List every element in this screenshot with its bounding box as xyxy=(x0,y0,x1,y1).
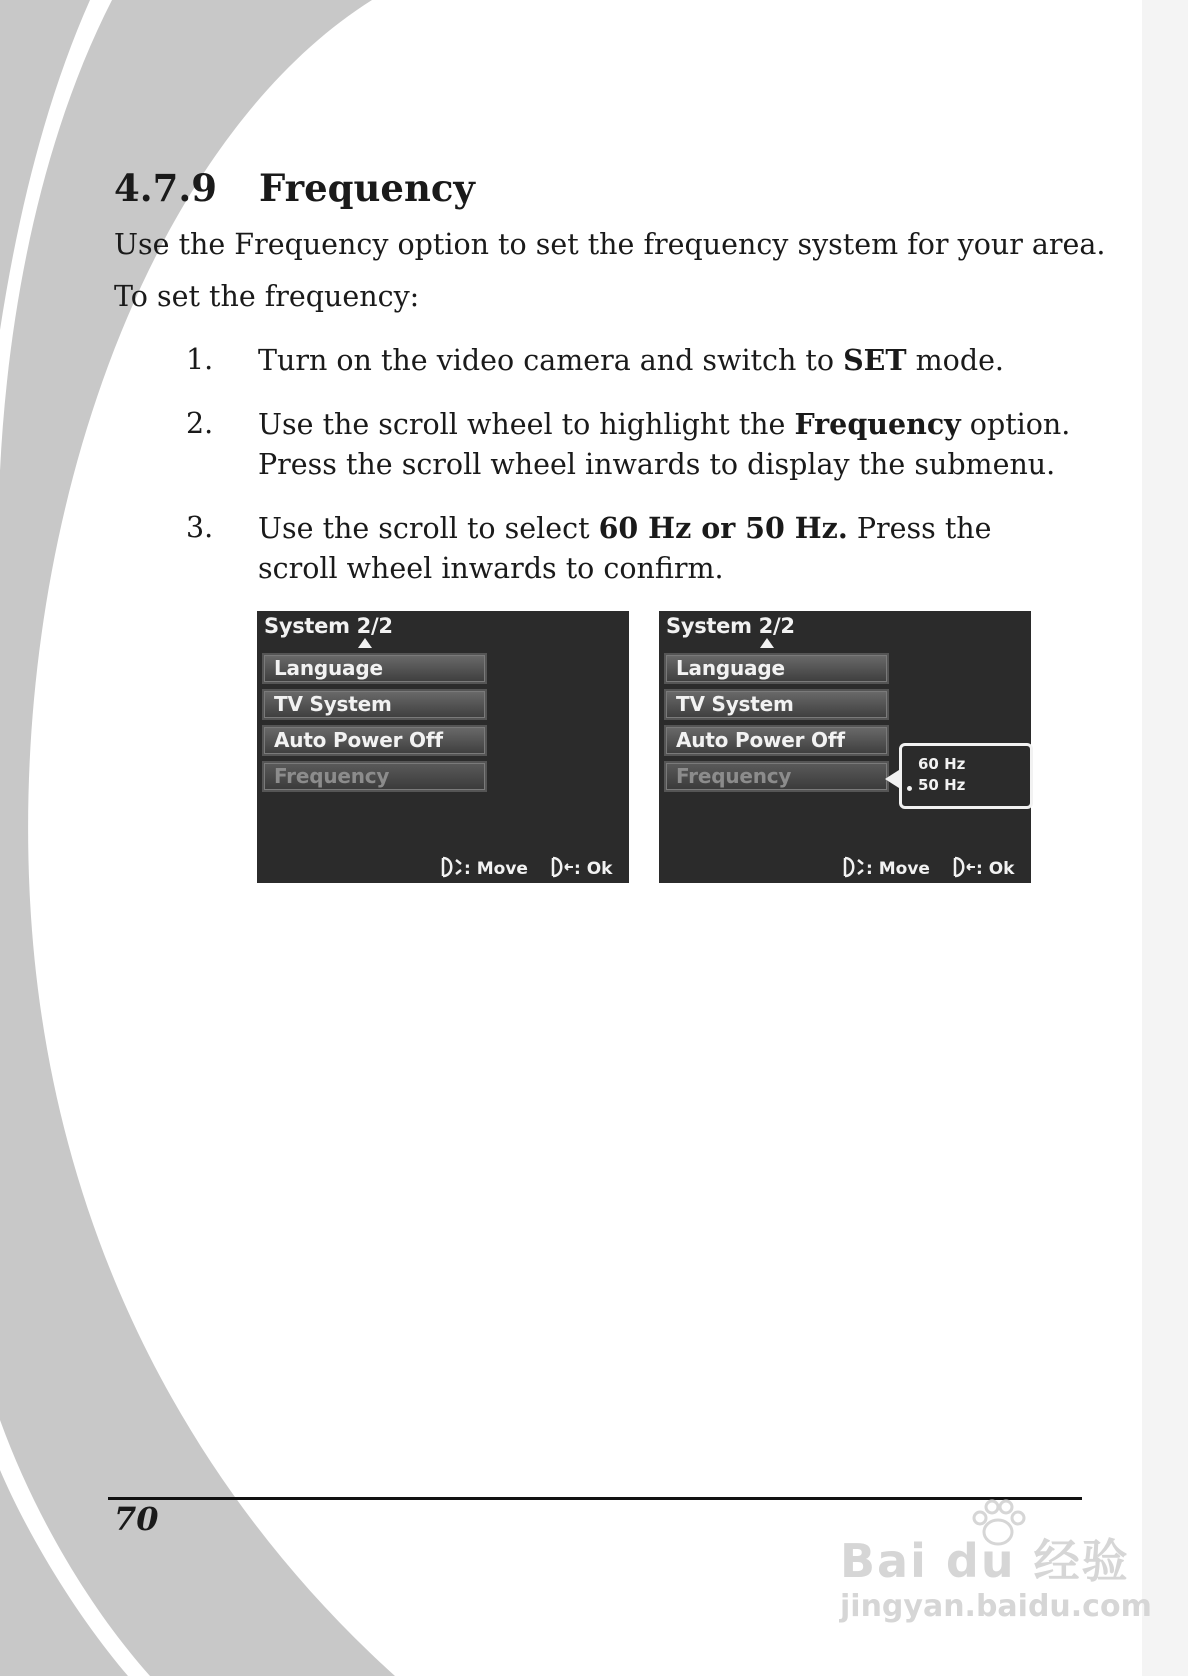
step-text: Turn on the video camera and switch to SET mode. xyxy=(258,343,1004,377)
option-50hz[interactable]: 50 Hz xyxy=(918,776,966,794)
selected-dot-icon xyxy=(907,786,912,791)
section-number: 4.7.9 xyxy=(114,166,217,210)
press-wheel-icon xyxy=(550,855,574,879)
section-heading xyxy=(114,166,475,210)
page-edge-strip xyxy=(1142,0,1188,1676)
footer-ok: : Ok xyxy=(550,855,612,879)
footer-move: : Move xyxy=(842,855,930,879)
watermark-brand: Bai du 经验 xyxy=(840,1534,1130,1588)
menu-item-tv-system[interactable]: TV System xyxy=(262,689,487,720)
camera-screen-menu xyxy=(257,611,629,883)
section-title: Frequency xyxy=(259,166,475,210)
menu-item-language[interactable]: Language xyxy=(262,653,487,684)
footer-rule xyxy=(108,1497,1082,1500)
step-number: 2. xyxy=(186,407,214,440)
menu-item-frequency[interactable]: Frequency xyxy=(262,761,487,792)
step-number: 1. xyxy=(186,343,214,376)
page-number: 70 xyxy=(114,1500,159,1538)
step-text: Use the scroll wheel to highlight the Frequency option. Press the scroll wheel inwards to display the submenu. xyxy=(258,407,1071,481)
screen-title: System 2/2 xyxy=(666,614,795,638)
menu-item-language[interactable]: Language xyxy=(664,653,889,684)
submenu-pointer xyxy=(885,770,899,788)
scroll-wheel-icon xyxy=(842,855,866,879)
option-60hz[interactable]: 60 Hz xyxy=(918,755,966,773)
menu-item-auto-power-off[interactable]: Auto Power Off xyxy=(664,725,889,756)
menu-item-auto-power-off[interactable]: Auto Power Off xyxy=(262,725,487,756)
menu-item-frequency[interactable]: Frequency xyxy=(664,761,889,792)
intro-paragraph: Use the Frequency option to set the frequency system for your area. xyxy=(114,228,1106,261)
menu-item-tv-system[interactable]: TV System xyxy=(664,689,889,720)
watermark-url: jingyan.baidu.com xyxy=(840,1589,1152,1624)
press-wheel-icon xyxy=(952,855,976,879)
footer-move: : Move xyxy=(440,855,528,879)
baidu-watermark xyxy=(840,1525,1152,1624)
footer-ok: : Ok xyxy=(952,855,1014,879)
scroll-up-arrow-icon xyxy=(358,638,372,648)
screen-title: System 2/2 xyxy=(264,614,393,638)
frequency-submenu xyxy=(899,743,1033,809)
scroll-wheel-icon xyxy=(440,855,464,879)
lead-paragraph: To set the frequency: xyxy=(114,280,420,313)
camera-screen-submenu xyxy=(659,611,1031,883)
step-number: 3. xyxy=(186,511,214,544)
scroll-up-arrow-icon xyxy=(760,638,774,648)
paw-logo-icon xyxy=(968,1498,1028,1548)
step-text: Use the scroll to select 60 Hz or 50 Hz. Press the scroll wheel inwards to confirm. xyxy=(258,511,992,585)
